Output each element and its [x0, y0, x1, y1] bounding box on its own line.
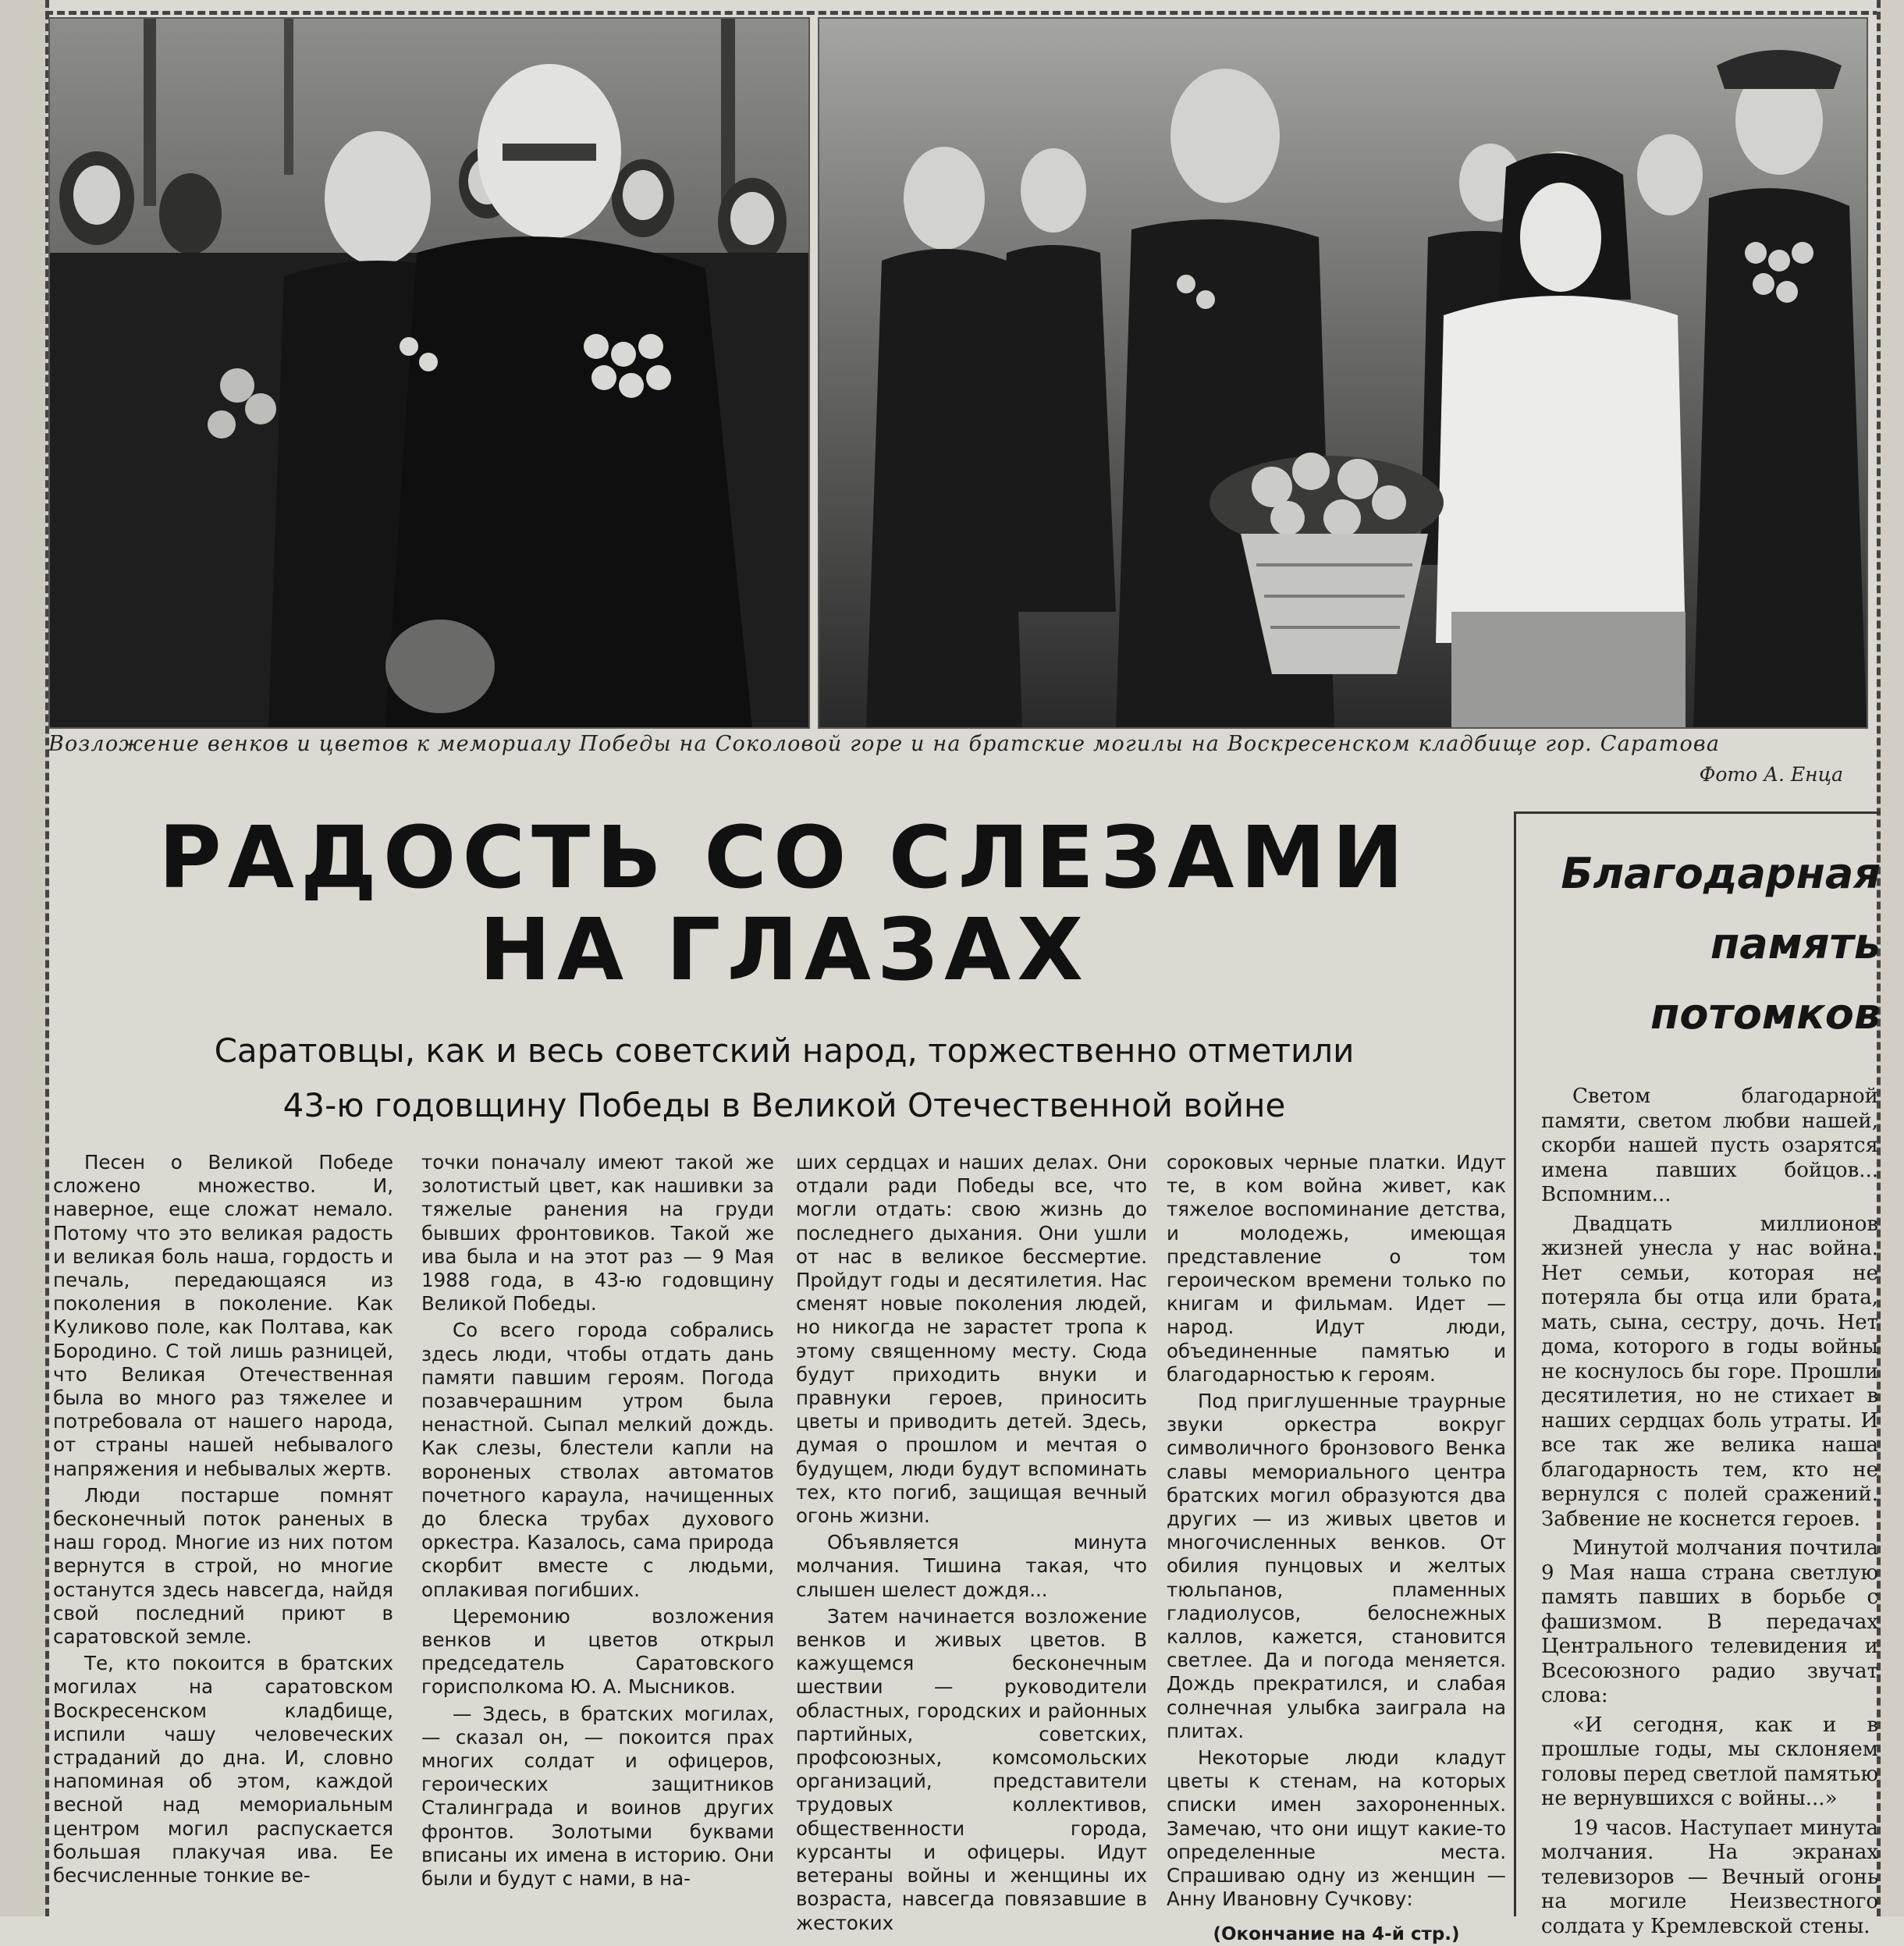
- sidebar-paragraph: «И сегодня, как и в прошлые годы, мы склоняем головы перед светлой памятью не вернувшихся с войны...»: [1541, 1713, 1878, 1810]
- article-paragraph: Со всего города собрались здесь люди, чтобы отдать дань памяти павшим героям. Погода позавчерашним утром была ненастной. Сыпал мелкий дождь. Как слезы, блестели капли на вороненых стволах автоматов почетного караула, начищенных до блеска трубах духового оркестра. Казалось, сама природа скорбит вместе с людьми, оплакивая погибших.: [421, 1319, 774, 1601]
- article-paragraph: Церемонию возложения венков и цветов открыл председатель Саратовского горисполкома Ю. А. Мысников.: [421, 1604, 774, 1699]
- article-paragraph: — Здесь, в братских могилах, — сказал он, — покоится прах многих солдат и офицеров, героических защитников Сталинграда и воинов других фронтов. Золотыми буквами вписаны их имена в историю. Они были и будут с нами, в на-: [421, 1702, 774, 1891]
- page-gutter-left: [0, 0, 49, 1916]
- article-paragraph: ших сердцах и наших делах. Они отдали ради Победы все, что могли отдать: свою жизнь до последнего дыхания. Они ушли от нас в великое бессмертие. Пройдут годы и десятилетия. Нас сменят новые поколения людей, но никогда не зарастет тропа к этому священному месту. Сюда будут приходить внуки и правнуки героев, приносить цветы и приводить детей. Здесь, думая о прошлом и мечтая о будущем, люди будут вспоминать тех, кто погиб, защищая вечный огонь жизни.: [796, 1151, 1147, 1528]
- article-paragraph: Затем начинается возложение венков и живых цветов. В кажущемся бесконечным шествии — руководители областных, городских и районных партийных, советских, профсоюзных, комсомольских организаций, представители трудовых коллективов, общественности города, курсанты и офицеры. Идут ветераны войны и женщины их возраста, навсегда повязавшие в жестоких: [796, 1604, 1147, 1934]
- headline-line-2: НА ГЛАЗАХ: [478, 900, 1090, 1000]
- photo-flowers-cemetery: [818, 17, 1868, 729]
- article-paragraph: сороковых черные платки. Идут те, в ком война живет, как тяжелое воспоминание детства, и молодежь, имеющая представление о том героическом времени только по книгам и фильмам. Идет — народ. Идут люди, объединенные памятью и благодарностью к героям.: [1167, 1151, 1506, 1386]
- page-border-right: [1877, 0, 1904, 1916]
- photo-flowers-image: [819, 19, 1867, 727]
- sidebar-title-line-3: потомков: [1650, 989, 1881, 1039]
- sidebar-paragraph: Минутой молчания почтила 9 Мая наша страна светлую память павших в борьбе с фашизмом. В передачах Центрального телевидения и Всесоюзного радио звучат слова:: [1541, 1536, 1878, 1707]
- sidebar-title-line-2: память: [1710, 919, 1881, 968]
- article-paragraph: точки поначалу имеют такой же золотистый цвет, как нашивки за тяжелые ранения на груди бывших фронтовиков. Такой же ива была и на этот раз — 9 Мая 1988 года, в 43-ю годовщину Великой Победы.: [421, 1151, 774, 1316]
- article-column-2: [421, 1151, 774, 1891]
- sidebar-top-rule: [1514, 811, 1881, 814]
- photo-credit: Фото А. Енца: [1699, 763, 1843, 786]
- sidebar-paragraph: 19 часов. Наступает минута молчания. На экранах телевизоров — Вечный огонь на могиле Неизвестного солдата у Кремлевской стены.: [1541, 1816, 1878, 1938]
- continuation-note: (Окончание на 4-й стр.): [1213, 1923, 1460, 1944]
- subheadline-line-2: 43-ю годовщину Победы в Великой Отечественной войне: [282, 1086, 1286, 1124]
- sidebar-title-line-1: Благодарная: [1561, 849, 1881, 898]
- photo-caption: Возложение венков и цветов к мемориалу Победы на Соколовой горе и на братские могилы на Воскресенском кладбище гор. Саратова: [48, 732, 1721, 756]
- subheadline-line-1: Саратовцы, как и весь советский народ, торжественно отметили: [214, 1032, 1355, 1070]
- sidebar-divider: [1514, 811, 1516, 1916]
- article-paragraph: Те, кто покоится в братских могилах на саратовском Воскресенском кладбище, испили чашу человеческих страданий до дна. И, словно напоминая об этом, каждой весной над мемориальным центром могил распускается большая плакучая ива. Ее бесчисленные тонкие ве-: [53, 1652, 393, 1887]
- article-column-4: [1167, 1151, 1506, 1946]
- photo-veterans-wreath: [48, 17, 810, 729]
- article-paragraph: Люди постарше помнят бесконечный поток раненых в наш город. Многие из них потом вернутся в строй, но многие останутся здесь навсегда, найдя свой последний приют в саратовской земле.: [53, 1483, 393, 1649]
- article-column-1: [53, 1151, 393, 1887]
- headline-line-1: РАДОСТЬ СО СЛЕЗАМИ: [158, 808, 1410, 907]
- sidebar-article: [1541, 1085, 1878, 1939]
- sidebar-title: [1529, 839, 1881, 1049]
- article-column-3: [796, 1151, 1147, 1935]
- headline: [70, 808, 1498, 1000]
- article-paragraph: Некоторые люди кладут цветы к стенам, на которых списки имен захороненных. Замечаю, что они ищут какие-то определенные места. Спрашиваю одну из женщин — Анну Ивановну Сучкову:: [1167, 1746, 1506, 1911]
- article-paragraph: Песен о Великой Победе сложено множество. И, наверное, еще сложат немало. Потому что это великая радость и великая боль наша, гордость и печаль, передающаяся из поколения в поколение. Как Куликово поле, как Полтава, как Бородино. С той лишь разницей, что Великая Отечественная была во много раз тяжелее и потребовала от нашего народа, от страны нашей небывалого напряжения и небывалых жертв.: [53, 1151, 393, 1480]
- photo-veterans-image: [50, 19, 808, 727]
- article-paragraph: Под приглушенные траурные звуки оркестра вокруг символичного бронзового Венка славы мемориального центра братских могил образуются два других — из живых цветов и многочисленных венков. От обилия пунцовых и желтых тюльпанов, пламенных гладиолусов, белоснежных каллов, кажется, становится светлее. Да и погода меняется. Дождь прекратился, и слабая солнечная улыбка заиграла на плитах.: [1167, 1390, 1506, 1742]
- subheadline: [70, 1024, 1498, 1133]
- sidebar-paragraph: Двадцать миллионов жизней унесла у нас война. Нет семьи, которая не потеряла бы отца или брата, мать, сына, сестру, дочь. Нет дома, которого в годы войны не коснулось бы горе. Прошли десятилетия, но не стихает в наших сердцах боль утраты. И все так же велика наша благодарность тем, кто не вернулся с полей сражений. Забвение не коснется героев.: [1541, 1212, 1878, 1531]
- sidebar-paragraph: Светом благодарной памяти, светом любви нашей, скорби нашей пусть озарятся имена павших бойцов... Вспомним...: [1541, 1085, 1878, 1206]
- page-border-top: [45, 0, 1904, 15]
- article-paragraph: Объявляется минута молчания. Тишина такая, что слышен шелест дождя...: [796, 1531, 1147, 1601]
